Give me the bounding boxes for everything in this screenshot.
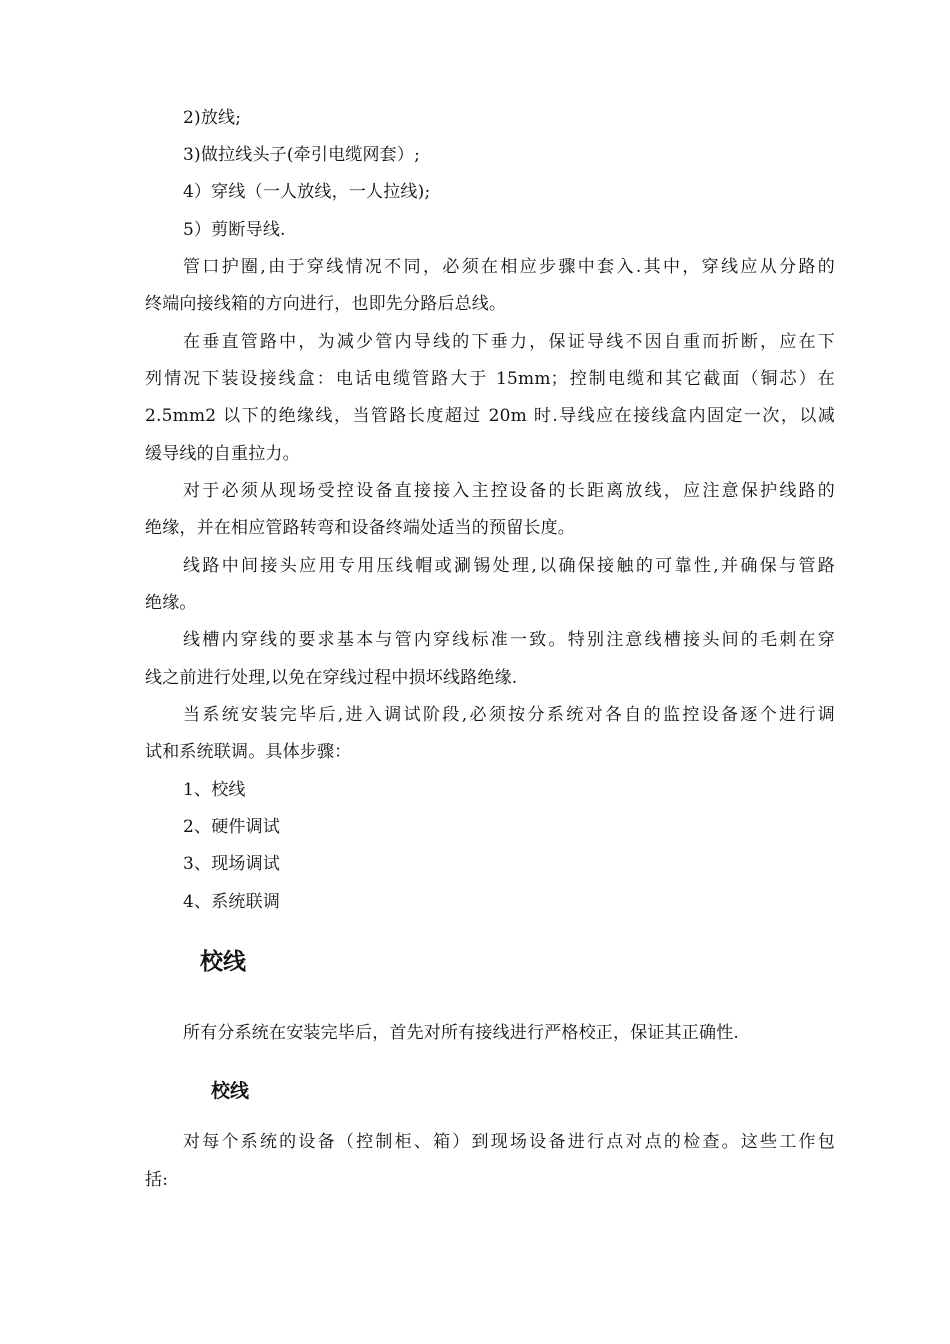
list-item: 5）剪断导线. (183, 220, 286, 240)
paragraph-line: 线之前进行处理,以免在穿线过程中损坏线路绝缘. (145, 668, 518, 688)
paragraph-line: 当系统安装完毕后,进入调试阶段,必须按分系统对各自的监控设备逐个进行调 (183, 705, 835, 725)
paragraph-line: 列情况下装设接线盒：电话电缆管路大于 15mm；控制电缆和其它截面（铜芯）在 (145, 369, 835, 389)
paragraph-line: 所有分系统在安装完毕后，首先对所有接线进行严格校正，保证其正确性. (183, 1023, 740, 1043)
list-item: 4、系统联调 (183, 892, 281, 912)
list-item: 1、校线 (183, 780, 246, 800)
paragraph-line: 2.5mm2 以下的绝缘线，当管路长度超过 20m 时.导线应在接线盒内固定一次，以减 (145, 406, 835, 426)
paragraph-line: 在垂直管路中，为减少管内导线的下垂力，保证导线不因自重而折断，应在下 (183, 332, 835, 352)
paragraph-line: 绝缘。 (145, 593, 197, 613)
paragraph-line: 线路中间接头应用专用压线帽或涮锡处理,以确保接触的可靠性,并确保与管路 (183, 556, 835, 576)
list-item: 2)放线; (183, 108, 242, 128)
paragraph-line: 试和系统联调。具体步骤： (145, 742, 352, 762)
list-item: 4）穿线（一人放线，一人拉线); (183, 182, 431, 202)
paragraph-line: 终端向接线箱的方向进行，也即先分路后总线。 (145, 294, 507, 314)
paragraph-line: 括: (145, 1170, 169, 1190)
paragraph-line: 对每个系统的设备（控制柜、箱）到现场设备进行点对点的检查。这些工作包 (183, 1132, 835, 1152)
paragraph-line: 绝缘，并在相应管路转弯和设备终端处适当的预留长度。 (145, 518, 575, 538)
list-item: 3、现场调试 (183, 854, 281, 874)
paragraph-line: 缓导线的自重拉力。 (145, 444, 300, 464)
list-item: 3)做拉线头子(牵引电缆网套）; (183, 145, 421, 165)
subsection-heading: 校线 (211, 1080, 250, 1102)
paragraph-line: 对于必须从现场受控设备直接接入主控设备的长距离放线，应注意保护线路的 (183, 481, 835, 501)
paragraph-line: 管口护圈,由于穿线情况不同，必须在相应步骤中套入.其中，穿线应从分路的 (183, 257, 835, 277)
paragraph-line: 线槽内穿线的要求基本与管内穿线标准一致。特别注意线槽接头间的毛刺在穿 (183, 630, 835, 650)
section-heading: 校线 (200, 949, 246, 975)
list-item: 2、硬件调试 (183, 817, 281, 837)
